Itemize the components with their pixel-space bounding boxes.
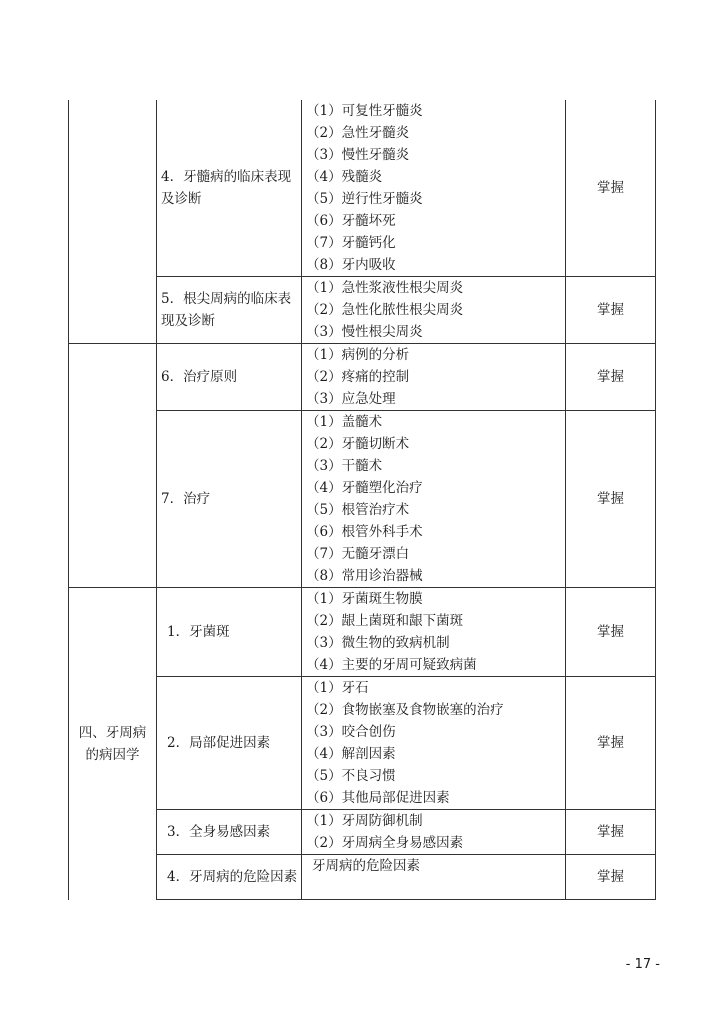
requirement-cell: 掌握 [566,411,656,588]
requirement-cell: 掌握 [566,277,656,344]
list-item: （1）牙菌斑生物膜 [306,591,423,607]
table-row [69,411,656,588]
requirement-cell: 掌握 [566,344,656,411]
list-item: （6）牙髓坏死 [306,213,396,229]
list-item: （8）牙内吸收 [306,257,396,273]
unit-cell-empty [69,100,157,344]
list-item: （6）根管外科手术 [306,524,423,540]
topic-cell: 4．牙髓病的临床表现及诊断 [157,100,302,277]
table-row [69,100,656,277]
requirement-cell: 掌握 [566,588,656,677]
topic-cell: 3．全身易感因素 [157,810,302,855]
items-cell [302,100,566,277]
list-item: （2）食物嵌塞及食物嵌塞的治疗 [306,702,504,718]
unit-cell-empty [69,344,157,588]
list-item: （8）常用诊治器械 [306,568,423,584]
list-item: （2）急性牙髓炎 [306,125,410,141]
unit-cell: 四、牙周病的病因学 [69,588,157,900]
list-item: （5）逆行性牙髓炎 [306,191,423,207]
page-number: - 17 - [625,957,660,972]
requirement-cell: 掌握 [566,100,656,277]
list-item: （1）可复性牙髓炎 [306,103,423,119]
list-item: （1）病例的分析 [306,347,410,363]
table-row [69,810,656,855]
requirement-cell: 掌握 [566,810,656,855]
list-item: （3）慢性根尖周炎 [306,324,423,340]
items-cell [302,677,566,810]
list-item: （4）牙髓塑化治疗 [306,480,423,496]
list-item: （4）解剖因素 [306,746,396,762]
list-item: （2）疼痛的控制 [306,369,410,385]
list-item: （1）急性浆液性根尖周炎 [306,280,464,296]
list-item: （6）其他局部促进因素 [306,790,450,806]
items-cell [302,588,566,677]
list-item: （7）无髓牙漂白 [306,546,410,562]
items-cell [302,344,566,411]
list-item: （1）盖髓术 [306,414,383,430]
list-item: （2）牙周病全身易感因素 [306,835,464,851]
topic-cell: 5．根尖周病的临床表现及诊断 [157,277,302,344]
items-cell [302,277,566,344]
topic-cell: 6．治疗原则 [157,344,302,411]
list-item: （3）慢性牙髓炎 [306,147,410,163]
table-row [69,277,656,344]
topic-cell: 1．牙菌斑 [157,588,302,677]
requirement-cell: 掌握 [566,677,656,810]
topic-cell: 7．治疗 [157,411,302,588]
list-item: （2）急性化脓性根尖周炎 [306,302,464,318]
list-item: （3）应急处理 [306,391,396,407]
list-item: （4）残髓炎 [306,169,383,185]
list-item: （1）牙周防御机制 [306,813,423,829]
table-row [69,588,656,677]
list-item: （5）根管治疗术 [306,502,410,518]
topic-cell: 2．局部促进因素 [157,677,302,810]
table-row [69,344,656,411]
items-cell [302,810,566,855]
list-item: （3）干髓术 [306,458,383,474]
list-item: （3）咬合创伤 [306,724,396,740]
list-item: （5）不良习惯 [306,768,396,784]
topic-cell: 4．牙周病的危险因素 [157,855,302,900]
list-item: 牙周病的危险因素 [312,858,420,874]
list-item: （2）牙髓切断术 [306,436,410,452]
list-item: （4）主要的牙周可疑致病菌 [306,657,477,673]
items-cell [302,411,566,588]
list-item: （7）牙髓钙化 [306,235,396,251]
list-item: （1）牙石 [306,680,369,696]
requirement-cell: 掌握 [566,855,656,900]
list-item: （2）龈上菌斑和龈下菌斑 [306,613,464,629]
list-item: （3）微生物的致病机制 [306,635,450,651]
table-row [69,855,656,900]
table-row [69,677,656,810]
syllabus-table [68,100,656,900]
items-cell [302,855,566,900]
